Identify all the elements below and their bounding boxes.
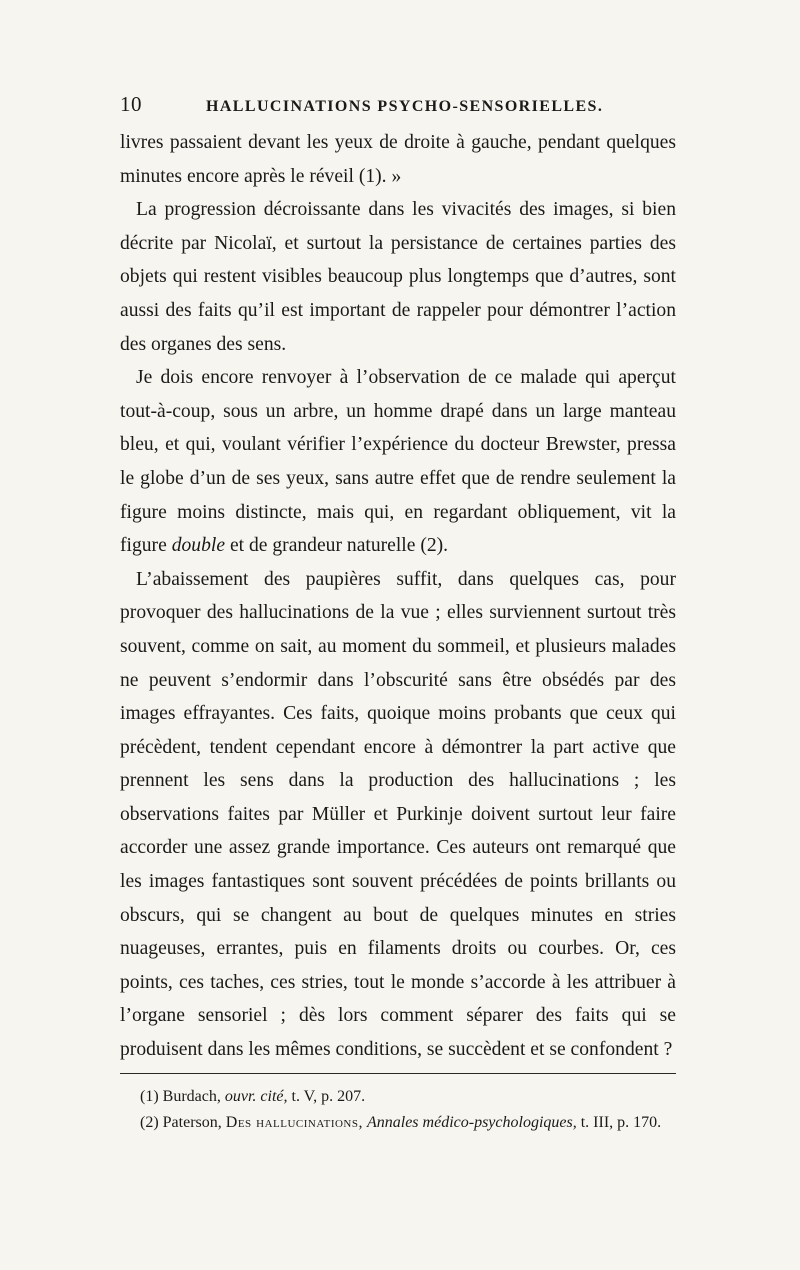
footnote-1-marker: (1) [140, 1087, 159, 1105]
footnote-2-title: Des hallucinations, [225, 1113, 363, 1131]
footnotes [120, 1084, 676, 1136]
footnote-2 [120, 1110, 676, 1136]
footnote-1-ref: t. V, p. 207. [291, 1087, 366, 1105]
footnote-2-marker: (2) [140, 1113, 159, 1131]
paragraph-3-end: et de grandeur naturelle (2). [229, 535, 449, 557]
footnote-rule [120, 1073, 676, 1074]
footnote-1 [120, 1084, 676, 1110]
italic-double: double [171, 535, 226, 557]
footnote-1-italic: ouvr. cité, [224, 1087, 288, 1105]
running-title: HALLUCINATIONS PSYCHO-SENSORIELLES. [206, 98, 604, 115]
paragraph-2: La progression décroissante dans les vivacités des images, si bien décrite par Nicolaï, et surtout la persistance de certaines parties des objets qui restent visibles beaucoup plus longtemps que d’autres, sont aussi des faits qu’il est important de rappeler pour démontrer l’action des organes des sens. [120, 199, 676, 355]
page-number: 10 [120, 92, 142, 116]
paragraph-4: L’abaissement des paupières suffit, dans quelques cas, pour provoquer des hallucinations de la vue ; elles surviennent surtout très souvent, comme on sait, au moment du sommeil, et plusieurs malades ne peuvent s’endormir dans l’obscurité sans être obsédés par des images effrayantes. Ces faits, quoique moins probants que ceux qui précèdent, tendent cependant encore à démontrer la part active que prennent les sens dans la production des hallucinations ; les observations faites par Müller et Purkinje doivent surtout leur faire accorder une assez grande importance. Ces auteurs ont remarqué que les images fantastiques sont souvent précédées de points brillants ou obscurs, qui se changent au bout de quelques minutes en stries nuageuses, errantes, puis en filaments droits ou courbes. Or, ces points, ces taches, ces stries, tout le monde s’accorde à les attribuer à l’organe sensoriel ; dès lors comment séparer des faits qui se produisent dans les mêmes conditions, se succèdent et se confondent ? [120, 568, 676, 1061]
paragraph-3 [120, 361, 676, 563]
body-text [120, 126, 676, 1067]
page-header [120, 92, 676, 126]
footnote-2-author: Paterson, [162, 1113, 222, 1131]
book-page [120, 92, 676, 1136]
footnote-1-author: Burdach, [162, 1087, 221, 1105]
footnote-2-italic: Annales médico-psychologiques, [366, 1113, 577, 1131]
paragraph-1: livres passaient devant les yeux de droite à gauche, pendant quelques minutes encore après le réveil (1). » [120, 132, 676, 187]
paragraph-3-text: Je dois encore renvoyer à l’observation de ce malade qui aperçut tout-à-coup, sous un arbre, un homme drapé dans un large manteau bleu, et qui, voulant vérifier l’expérience du docteur Brewster, pressa le globe d’un de ses yeux, sans autre effet que de rendre seulement la figure moins distincte, mais qui, en regardant obliquement, vit la figure [120, 367, 676, 557]
footnote-2-ref: t. III, p. 170. [580, 1113, 662, 1131]
